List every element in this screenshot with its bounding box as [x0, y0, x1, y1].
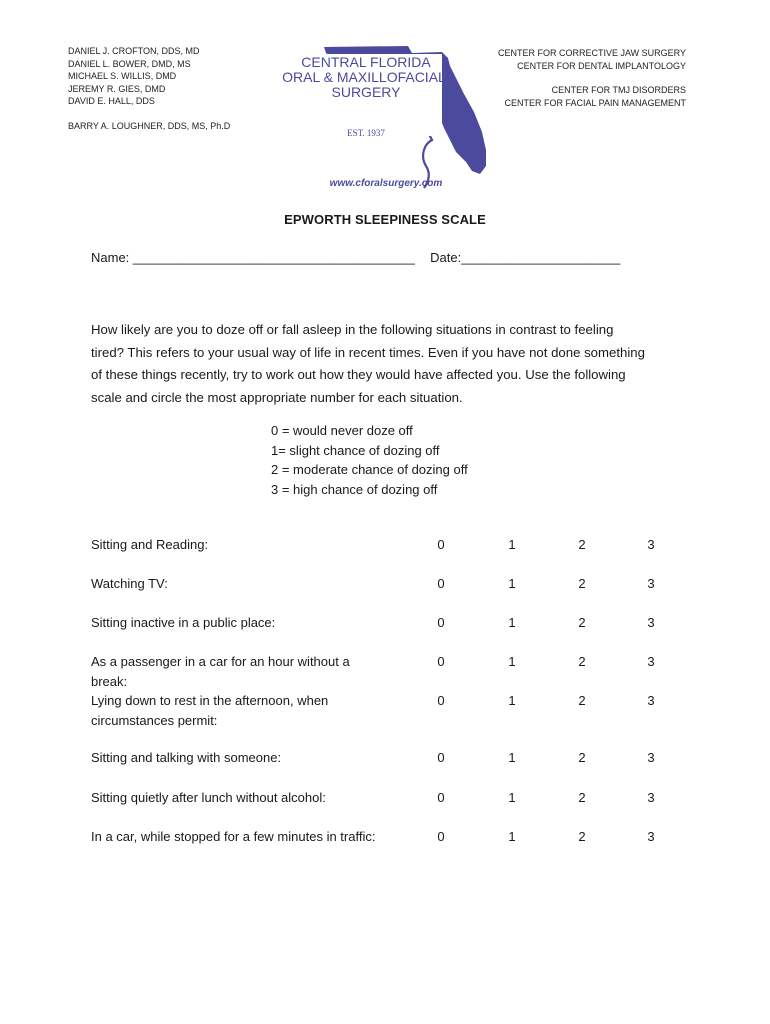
instructions-line: How likely are you to doze off or fall asleep in the following situations in contrast to feeling — [91, 322, 614, 337]
scale-item: 0 = would never doze off — [271, 423, 413, 438]
instructions-line: tired? This refers to your usual way of life in recent times. Even if you have not done something — [91, 344, 645, 360]
name-date-row — [91, 250, 620, 265]
option-1[interactable]: 1 — [508, 750, 516, 765]
situation-label — [91, 535, 411, 555]
situation-label — [91, 613, 411, 633]
option-0[interactable]: 0 — [437, 829, 445, 844]
option-1[interactable]: 1 — [508, 576, 516, 591]
situation-text: Sitting and talking with someone: — [91, 750, 282, 765]
center-name: CENTER FOR FACIAL PAIN MANAGEMENT — [504, 97, 686, 108]
centers-list — [498, 47, 686, 109]
option-3[interactable]: 3 — [647, 790, 655, 805]
instructions-line: of these things recently, try to work out how they would have affected you. Use the following — [91, 367, 626, 382]
situation-text: In a car, while stopped for a few minutes in traffic: — [91, 829, 376, 844]
situation-label — [91, 574, 411, 594]
situation-text: Sitting inactive in a public place: — [91, 615, 276, 630]
logo-established: EST. 1937 — [347, 128, 385, 138]
option-3[interactable]: 3 — [647, 750, 655, 765]
option-3[interactable]: 3 — [647, 829, 655, 844]
option-0[interactable]: 0 — [437, 654, 445, 669]
option-1[interactable]: 1 — [508, 693, 516, 708]
option-2[interactable]: 2 — [578, 790, 586, 805]
situation-text: break: — [91, 673, 128, 689]
option-1[interactable]: 1 — [508, 537, 516, 552]
option-1[interactable]: 1 — [508, 829, 516, 844]
option-3[interactable]: 3 — [647, 615, 655, 630]
doctor-name: MICHAEL S. WILLIS, DMD — [68, 71, 177, 82]
scale-item: 3 = high chance of dozing off — [271, 481, 438, 497]
option-0[interactable]: 0 — [437, 615, 445, 630]
name-label: Name: — [91, 250, 130, 265]
option-1[interactable]: 1 — [508, 615, 516, 630]
option-2[interactable]: 2 — [578, 829, 586, 844]
scale-legend — [271, 421, 468, 499]
option-1[interactable]: 1 — [508, 790, 516, 805]
scale-item: 1= slight chance of dozing off — [271, 442, 440, 458]
option-0[interactable]: 0 — [437, 693, 445, 708]
situation-text: Sitting and Reading: — [91, 537, 209, 552]
page-title: EPWORTH SLEEPINESS SCALE — [284, 212, 486, 227]
situation-text: Sitting quietly after lunch without alcohol: — [91, 790, 326, 805]
doctors-list — [68, 45, 230, 133]
option-3[interactable]: 3 — [647, 576, 655, 591]
practice-logo — [280, 40, 500, 195]
doctor-name: JEREMY R. GIES, DMD — [68, 83, 166, 94]
situation-label — [91, 691, 411, 730]
center-name: CENTER FOR TMJ DISORDERS — [551, 85, 686, 96]
situation-label — [91, 652, 411, 691]
option-2[interactable]: 2 — [578, 654, 586, 669]
situation-label — [91, 748, 411, 768]
doctor-name: DANIEL L. BOWER, DMD, MS — [68, 58, 191, 69]
situation-label — [91, 788, 411, 808]
logo-line3: SURGERY — [331, 84, 401, 100]
option-0[interactable]: 0 — [437, 537, 445, 552]
situation-text: As a passenger in a car for an hour without a — [91, 654, 350, 669]
option-3[interactable]: 3 — [647, 654, 655, 669]
option-2[interactable]: 2 — [578, 537, 586, 552]
option-3[interactable]: 3 — [647, 537, 655, 552]
doctor-name: DAVID E. HALL, DDS — [68, 96, 155, 107]
logo-website: www.cforalsurgery.com — [329, 178, 443, 189]
option-2[interactable]: 2 — [578, 615, 586, 630]
date-label: Date: — [430, 250, 462, 265]
option-1[interactable]: 1 — [508, 654, 516, 669]
option-0[interactable]: 0 — [437, 750, 445, 765]
option-0[interactable]: 0 — [437, 790, 445, 805]
date-field[interactable]: ______________________ — [461, 250, 621, 265]
doctor-name-extra: BARRY A. LOUGHNER, DDS, MS, Ph.D — [68, 120, 231, 131]
name-field[interactable]: _______________________________________ — [132, 250, 415, 265]
logo-line1: CENTRAL FLORIDA — [301, 54, 431, 70]
option-3[interactable]: 3 — [647, 693, 655, 708]
doctor-name: DANIEL J. CROFTON, DDS, MD — [68, 46, 200, 56]
instructions-paragraph — [91, 319, 691, 409]
option-2[interactable]: 2 — [578, 750, 586, 765]
center-name: CENTER FOR CORRECTIVE JAW SURGERY — [497, 48, 686, 58]
scale-item: 2 = moderate chance of dozing off — [271, 462, 468, 477]
instructions-line: scale and circle the most appropriate number for each situation. — [91, 389, 463, 405]
logo-line2: ORAL & MAXILLOFACIAL — [282, 69, 446, 85]
center-name: CENTER FOR DENTAL IMPLANTOLOGY — [517, 60, 686, 71]
option-2[interactable]: 2 — [578, 693, 586, 708]
situation-text: circumstances permit: — [91, 712, 218, 728]
situation-text: Watching TV: — [91, 576, 168, 591]
situation-text: Lying down to rest in the afternoon, when — [91, 693, 329, 708]
situation-label — [91, 827, 431, 847]
option-0[interactable]: 0 — [437, 576, 445, 591]
option-2[interactable]: 2 — [578, 576, 586, 591]
